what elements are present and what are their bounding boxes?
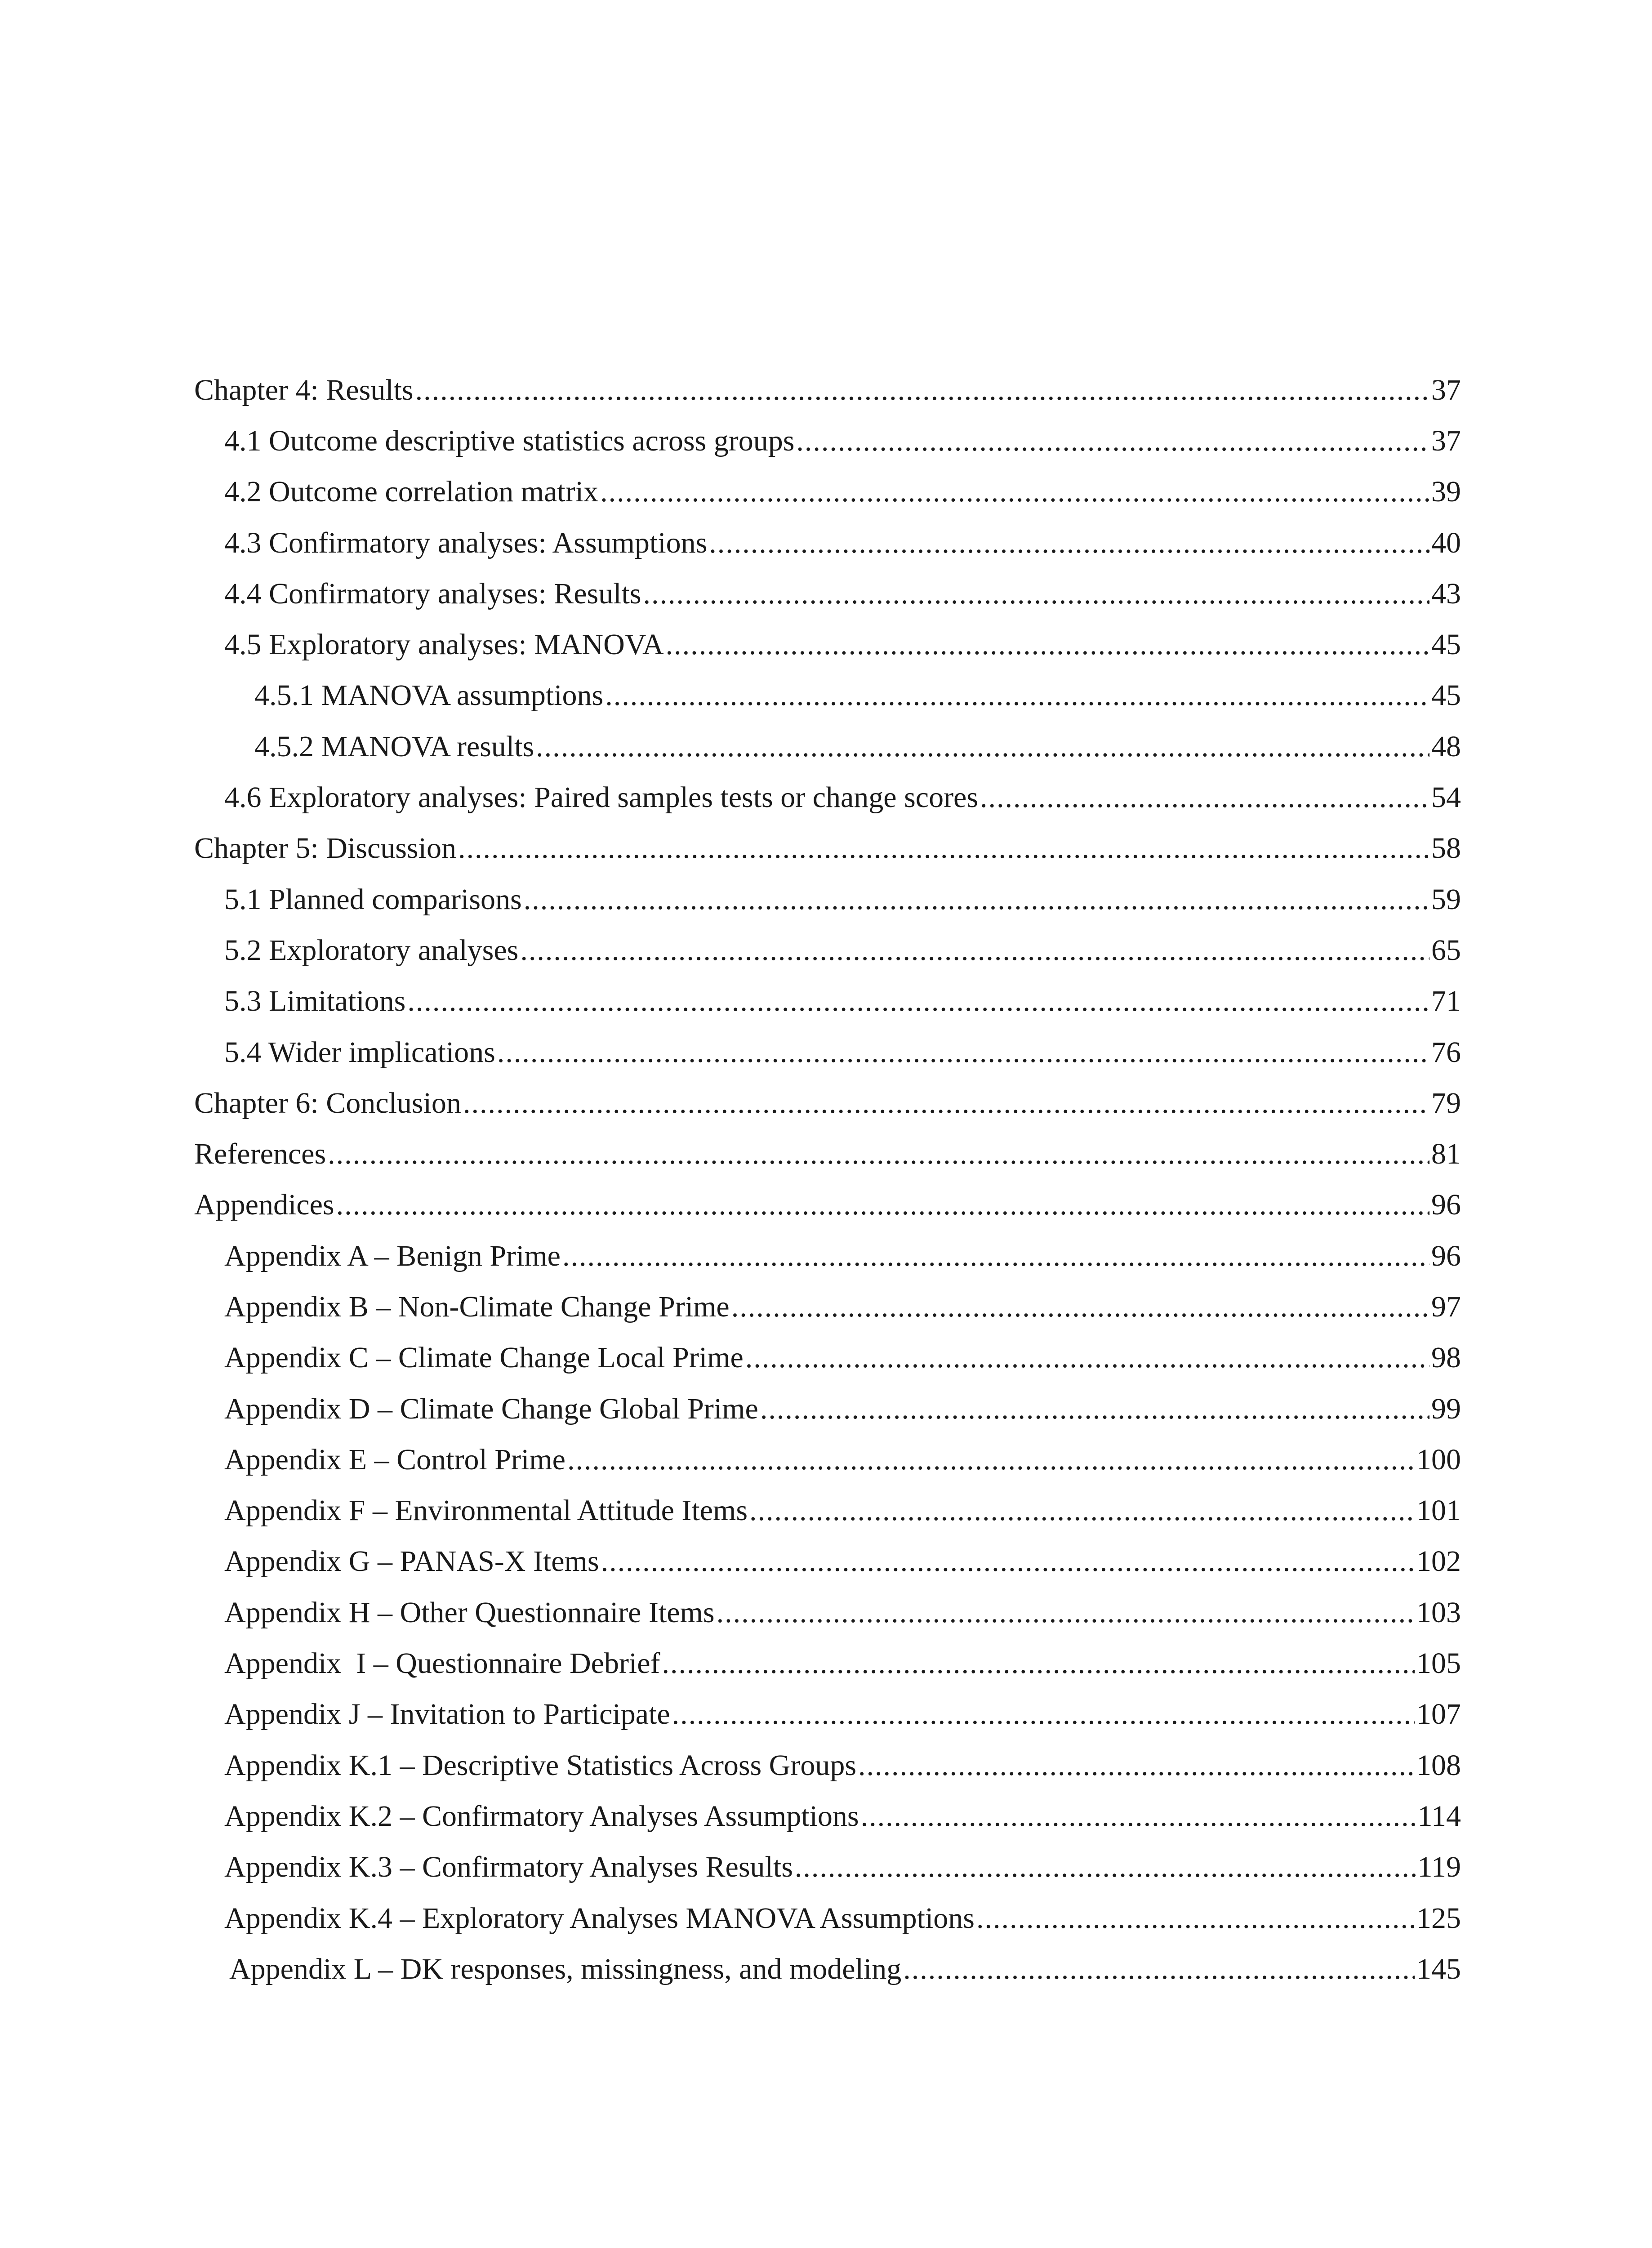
dot-leader xyxy=(407,984,1429,1018)
toc-page-number: 125 xyxy=(1416,1901,1461,1935)
toc-page-number: 100 xyxy=(1416,1443,1461,1476)
toc-page-number: 76 xyxy=(1431,1035,1461,1069)
dot-leader xyxy=(745,1341,1429,1375)
toc-entry-label: 4.5.2 MANOVA results xyxy=(254,730,534,763)
toc-entry[interactable] xyxy=(194,1638,1461,1689)
toc-entry[interactable] xyxy=(194,1383,1461,1434)
dot-leader xyxy=(328,1137,1429,1171)
dot-leader xyxy=(666,628,1429,662)
toc-entry[interactable] xyxy=(194,1128,1461,1179)
toc-entry-label: Appendix K.2 – Confirmatory Analyses Assumptions xyxy=(224,1799,859,1833)
dot-leader xyxy=(662,1646,1415,1681)
toc-entry[interactable] xyxy=(194,517,1461,568)
dot-leader xyxy=(562,1239,1429,1273)
toc-entry-label: 4.3 Confirmatory analyses: Assumptions xyxy=(224,526,708,559)
toc-entry[interactable] xyxy=(194,925,1461,976)
toc-entry-label: Appendix B – Non-Climate Change Prime xyxy=(224,1290,730,1323)
dot-leader xyxy=(731,1290,1429,1324)
toc-page-number: 96 xyxy=(1431,1239,1461,1272)
toc-page-number: 45 xyxy=(1431,679,1461,712)
toc-page-number: 45 xyxy=(1431,628,1461,661)
toc-entry-label: 4.5 Exploratory analyses: MANOVA xyxy=(224,628,664,661)
toc-page-number: 71 xyxy=(1431,985,1461,1018)
toc-page-number: 119 xyxy=(1417,1851,1461,1884)
toc-page-number: 81 xyxy=(1431,1137,1461,1171)
toc-page-number: 39 xyxy=(1431,475,1461,508)
dot-leader xyxy=(643,577,1429,611)
toc-page-number: 37 xyxy=(1431,373,1461,406)
toc-entry-label: Appendices xyxy=(194,1188,334,1222)
toc-entry[interactable] xyxy=(194,1536,1461,1587)
dot-leader xyxy=(980,781,1429,815)
dot-leader xyxy=(336,1188,1429,1222)
toc-entry[interactable] xyxy=(194,1944,1461,1994)
toc-page-number: 58 xyxy=(1431,832,1461,865)
toc-entry[interactable] xyxy=(194,1078,1461,1128)
dot-leader xyxy=(567,1443,1415,1477)
dot-leader xyxy=(903,1952,1415,1986)
toc-entry[interactable] xyxy=(194,619,1461,670)
toc-entry[interactable] xyxy=(194,1180,1461,1231)
toc-entry-label: 4.2 Outcome correlation matrix xyxy=(224,475,599,508)
toc-entry-label: 4.4 Confirmatory analyses: Results xyxy=(224,577,641,610)
toc-entry-label: Appendix E – Control Prime xyxy=(224,1443,566,1476)
toc-page-number: 40 xyxy=(1431,526,1461,559)
dot-leader xyxy=(605,678,1429,713)
toc-page-number: 102 xyxy=(1416,1545,1461,1578)
toc-entry-label: Appendix C – Climate Change Local Prime xyxy=(224,1341,744,1374)
toc-page-number: 107 xyxy=(1416,1698,1461,1731)
toc-entry[interactable] xyxy=(194,721,1461,772)
dot-leader xyxy=(858,1748,1415,1783)
toc-page-number: 79 xyxy=(1431,1086,1461,1120)
toc-entry-label: 4.6 Exploratory analyses: Paired samples tests or change scores xyxy=(224,781,979,814)
toc-page-number: 98 xyxy=(1431,1341,1461,1374)
toc-page-number: 96 xyxy=(1431,1188,1461,1222)
toc-entry-label: Chapter 4: Results xyxy=(194,373,414,406)
toc-entry-label: 5.2 Exploratory analyses xyxy=(224,933,519,967)
toc-page-number: 108 xyxy=(1416,1748,1461,1782)
toc-entry-label: Appendix F – Environmental Attitude Items xyxy=(224,1494,748,1527)
toc-entry[interactable] xyxy=(194,415,1461,466)
toc-page-number: 59 xyxy=(1431,883,1461,916)
toc-entry-label: 5.4 Wider implications xyxy=(224,1035,495,1069)
dot-leader xyxy=(415,373,1429,407)
dot-leader xyxy=(717,1596,1415,1630)
toc-entry[interactable] xyxy=(194,1231,1461,1281)
toc-entry-label: References xyxy=(194,1137,326,1171)
toc-entry-label: Appendix K.3 – Confirmatory Analyses Results xyxy=(224,1851,793,1884)
toc-entry-label: Appendix H – Other Questionnaire Items xyxy=(224,1596,715,1629)
toc-page-number: 43 xyxy=(1431,577,1461,610)
toc-entry-label: Appendix I – Questionnaire Debrief xyxy=(224,1647,660,1680)
dot-leader xyxy=(536,730,1429,764)
toc-entry-label: Appendix A – Benign Prime xyxy=(224,1239,561,1272)
toc-entry-label: Appendix D – Climate Change Global Prime xyxy=(224,1392,758,1425)
dot-leader xyxy=(709,526,1429,560)
toc-entry[interactable] xyxy=(194,365,1461,415)
dot-leader xyxy=(672,1697,1415,1731)
toc-entry[interactable] xyxy=(194,1333,1461,1383)
toc-entry-label: Appendix G – PANAS-X Items xyxy=(224,1545,599,1578)
toc-entry-label: 4.1 Outcome descriptive statistics across groups xyxy=(224,424,795,457)
dot-leader xyxy=(795,1850,1416,1884)
toc-entry[interactable] xyxy=(194,467,1461,517)
toc-entry[interactable] xyxy=(194,1027,1461,1078)
toc-entry[interactable] xyxy=(194,1689,1461,1740)
toc-page-number: 37 xyxy=(1431,424,1461,457)
dot-leader xyxy=(600,475,1429,509)
toc-page-number: 97 xyxy=(1431,1290,1461,1323)
toc-entry-label: Chapter 5: Discussion xyxy=(194,832,456,865)
toc-entry[interactable] xyxy=(194,568,1461,619)
toc-entry-label: Appendix L – DK responses, missingness, and modeling xyxy=(229,1952,902,1985)
toc-entry-label: Chapter 6: Conclusion xyxy=(194,1086,461,1120)
table-of-contents xyxy=(194,365,1461,1995)
dot-leader xyxy=(524,883,1429,917)
toc-entry[interactable] xyxy=(194,1740,1461,1791)
toc-page-number: 48 xyxy=(1431,730,1461,763)
toc-entry-label: Appendix K.4 – Exploratory Analyses MANOVA Assumptions xyxy=(224,1901,975,1935)
dot-leader xyxy=(520,933,1429,968)
toc-entry[interactable] xyxy=(194,772,1461,823)
toc-entry[interactable] xyxy=(194,670,1461,721)
toc-page-number: 101 xyxy=(1416,1494,1461,1527)
toc-entry-label: 4.5.1 MANOVA assumptions xyxy=(254,679,604,712)
toc-entry[interactable] xyxy=(194,1485,1461,1536)
dot-leader xyxy=(796,424,1429,458)
toc-entry[interactable] xyxy=(194,874,1461,925)
toc-entry[interactable] xyxy=(194,1791,1461,1842)
toc-page-number: 145 xyxy=(1416,1952,1461,1985)
toc-entry-label: 5.3 Limitations xyxy=(224,985,406,1018)
toc-entry[interactable] xyxy=(194,1281,1461,1332)
dot-leader xyxy=(601,1544,1415,1579)
toc-page-number: 103 xyxy=(1416,1596,1461,1629)
toc-entry[interactable] xyxy=(194,1893,1461,1944)
dot-leader xyxy=(463,1086,1429,1120)
toc-entry[interactable] xyxy=(194,1587,1461,1638)
dot-leader xyxy=(760,1392,1429,1426)
dot-leader xyxy=(861,1799,1416,1833)
toc-page-number: 65 xyxy=(1431,933,1461,967)
toc-page-number: 105 xyxy=(1416,1647,1461,1680)
toc-entry[interactable] xyxy=(194,823,1461,874)
toc-page-number: 114 xyxy=(1417,1799,1461,1833)
dot-leader xyxy=(976,1901,1415,1936)
toc-entry[interactable] xyxy=(194,1842,1461,1893)
toc-page-number: 99 xyxy=(1431,1392,1461,1425)
dot-leader xyxy=(458,831,1429,865)
dot-leader xyxy=(749,1494,1415,1528)
toc-entry[interactable] xyxy=(194,976,1461,1027)
toc-page-number: 54 xyxy=(1431,781,1461,814)
dot-leader xyxy=(497,1035,1429,1070)
toc-entry-label: Appendix K.1 – Descriptive Statistics Across Groups xyxy=(224,1748,857,1782)
toc-entry[interactable] xyxy=(194,1434,1461,1485)
toc-entry-label: Appendix J – Invitation to Participate xyxy=(224,1698,670,1731)
toc-entry-label: 5.1 Planned comparisons xyxy=(224,883,522,916)
